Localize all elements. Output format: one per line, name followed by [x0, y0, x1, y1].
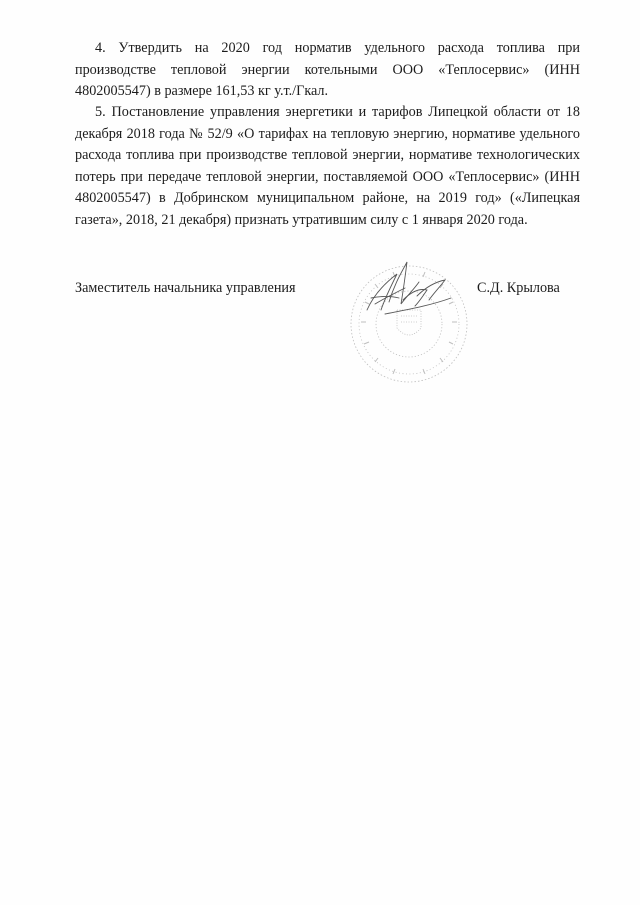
- signatory-name: С.Д. Крылова: [477, 280, 560, 296]
- official-seal-with-signature: [345, 252, 473, 392]
- paragraph-item-4: 4. Утвердить на 2020 год норматив удельного расхода топлива при производстве тепловой энергии котельными ООО «Теплосервис» (ИНН 4802005547) в размере 161,53 кг у.т./Гкал.: [75, 40, 580, 100]
- paragraph-item-5: 5. Постановление управления энергетики и тарифов Липецкой области от 18 декабря 2018 года № 52/9 «О тарифах на тепловую энергию, нормативе удельного расхода топлива при производстве тепловой энергии, нормативе технологических потерь при передаче тепловой энергии, поставляемой ООО «Теплосервис» (ИНН 4802005547) в Добринском муниципальном районе, на 2019 год» («Липецкая газета», 2018, 21 декабря) признать утратившим силу с 1 января 2020 года.: [75, 104, 580, 228]
- signatory-position: Заместитель начальника управления: [75, 280, 296, 296]
